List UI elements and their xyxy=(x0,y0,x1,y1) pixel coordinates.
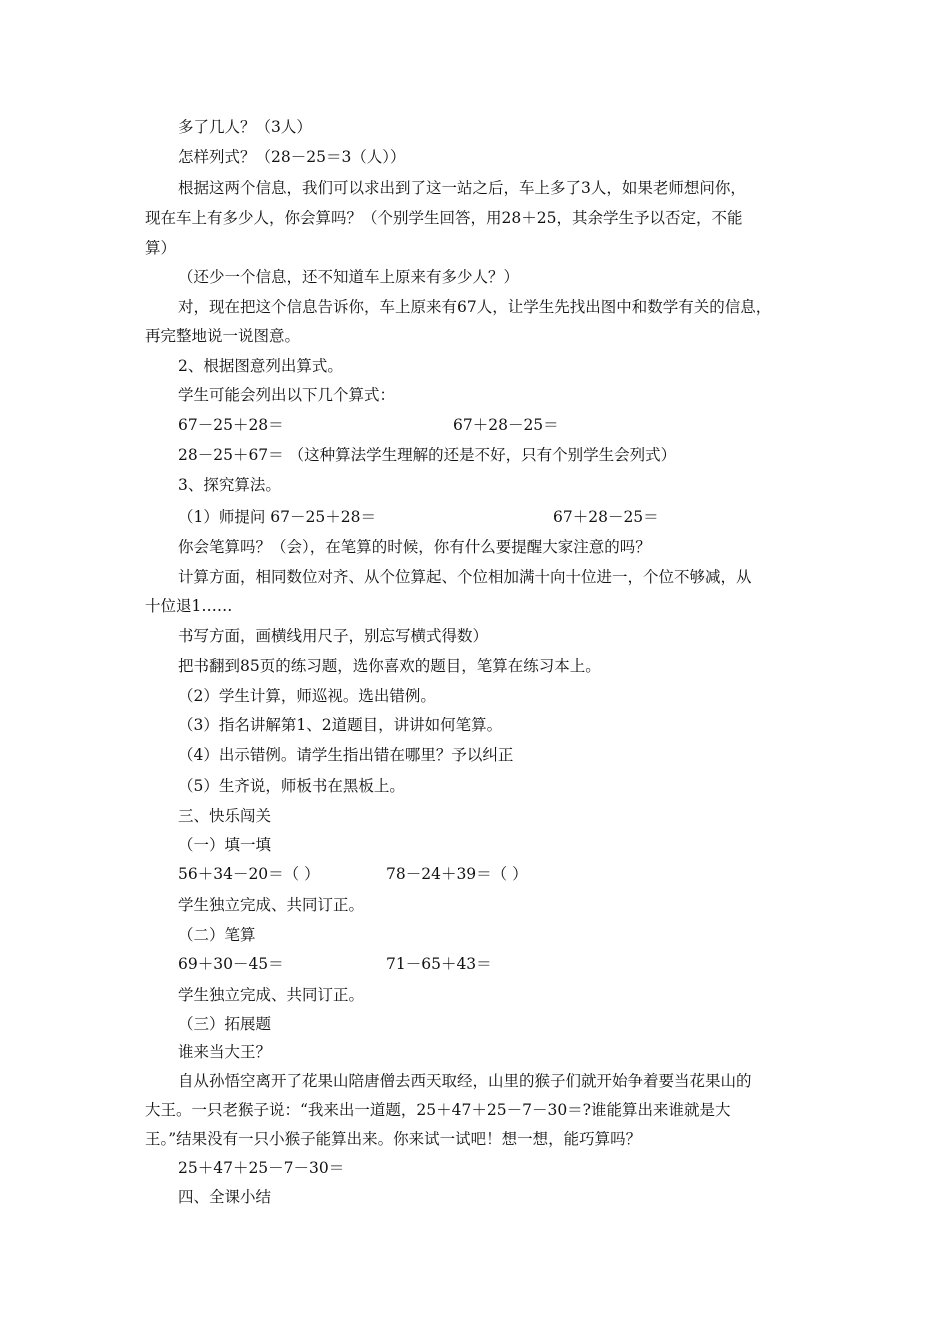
text-line: 十位退1…… xyxy=(145,597,233,615)
text-line: （4）出示错例。请学生指出错在哪里？予以纠正 xyxy=(178,746,514,764)
text-line: 学生可能会列出以下几个算式： xyxy=(178,386,396,404)
equation: 69＋30－45＝ xyxy=(178,955,284,973)
equation: 25＋47＋25－7－30＝ xyxy=(178,1159,345,1177)
text-line: 怎样列式？（28－25＝3（人）） xyxy=(178,148,406,166)
text-line: 对，现在把这个信息告诉你，车上原来有67人，让学生先找出图中和数学有关的信息， xyxy=(178,298,772,316)
equation-line: 28－25＋67＝ （这种算法学生理解的还是不好，只有个别学生会列式） xyxy=(178,446,677,464)
equation: 67＋28－25＝ xyxy=(453,416,559,434)
subsection-heading: （二）笔算 xyxy=(178,926,256,944)
text-line: 算） xyxy=(145,239,177,257)
text-line: 多了几人？（3人） xyxy=(178,118,312,136)
text-line: （2）学生计算，师巡视。选出错例。 xyxy=(178,687,436,705)
text-line: 学生独立完成、共同订正。 xyxy=(178,986,365,1004)
equation: 71－65＋43＝ xyxy=(386,955,492,973)
equation-line: （1）师提问 67－25＋28＝ xyxy=(178,508,376,526)
text-line: 再完整地说一说图意。 xyxy=(145,327,301,345)
section-heading: 三、快乐闯关 xyxy=(178,807,272,825)
section-heading: 2、根据图意列出算式。 xyxy=(178,357,343,375)
text-line: （3）指名讲解第1、2道题目，讲讲如何笔算。 xyxy=(178,716,503,734)
equation: 78－24＋39＝（ ） xyxy=(386,865,528,883)
subsection-heading: （三）拓展题 xyxy=(178,1015,272,1033)
text-line: 自从孙悟空离开了花果山陪唐僧去西天取经，山里的猴子们就开始争着要当花果山的 xyxy=(178,1072,752,1090)
text-line: 书写方面，画横线用尺子，别忘写横式得数） xyxy=(178,627,489,645)
text-line: 大王。一只老猴子说：“我来出一道题，25＋47＋25－7－30＝?谁能算出来谁就是大 xyxy=(145,1101,731,1119)
equation: 56＋34－20＝（ ） xyxy=(178,865,320,883)
text-line: 谁来当大王？ xyxy=(178,1043,272,1061)
text-line: 你会笔算吗？（会），在笔算的时候，你有什么要提醒大家注意的吗？ xyxy=(178,538,651,556)
text-line: 学生独立完成、共同订正。 xyxy=(178,896,365,914)
text-line: 把书翻到85页的练习题，选你喜欢的题目，笔算在练习本上。 xyxy=(178,657,601,675)
text-line: （5）生齐说，师板书在黑板上。 xyxy=(178,777,405,795)
text-line: 王。”结果没有一只小猴子能算出来。你来试一试吧！想一想，能巧算吗？ xyxy=(145,1130,642,1148)
section-heading: 3、探究算法。 xyxy=(178,476,281,494)
text-line: 根据这两个信息，我们可以求出到了这一站之后，车上多了3人，如果老师想问你， xyxy=(178,179,746,197)
text-line: 现在车上有多少人，你会算吗？（个别学生回答，用28＋25，其余学生予以否定，不能 xyxy=(145,209,743,227)
section-heading: 四、全课小结 xyxy=(178,1188,272,1206)
equation: 67－25＋28＝ xyxy=(178,416,284,434)
text-line: 计算方面，相同数位对齐、从个位算起、个位相加满十向十位进一，个位不够减，从 xyxy=(178,568,752,586)
subsection-heading: （一）填一填 xyxy=(178,836,272,854)
text-line: （还少一个信息，还不知道车上原来有多少人？） xyxy=(178,268,520,286)
equation: 67＋28－25＝ xyxy=(553,508,659,526)
